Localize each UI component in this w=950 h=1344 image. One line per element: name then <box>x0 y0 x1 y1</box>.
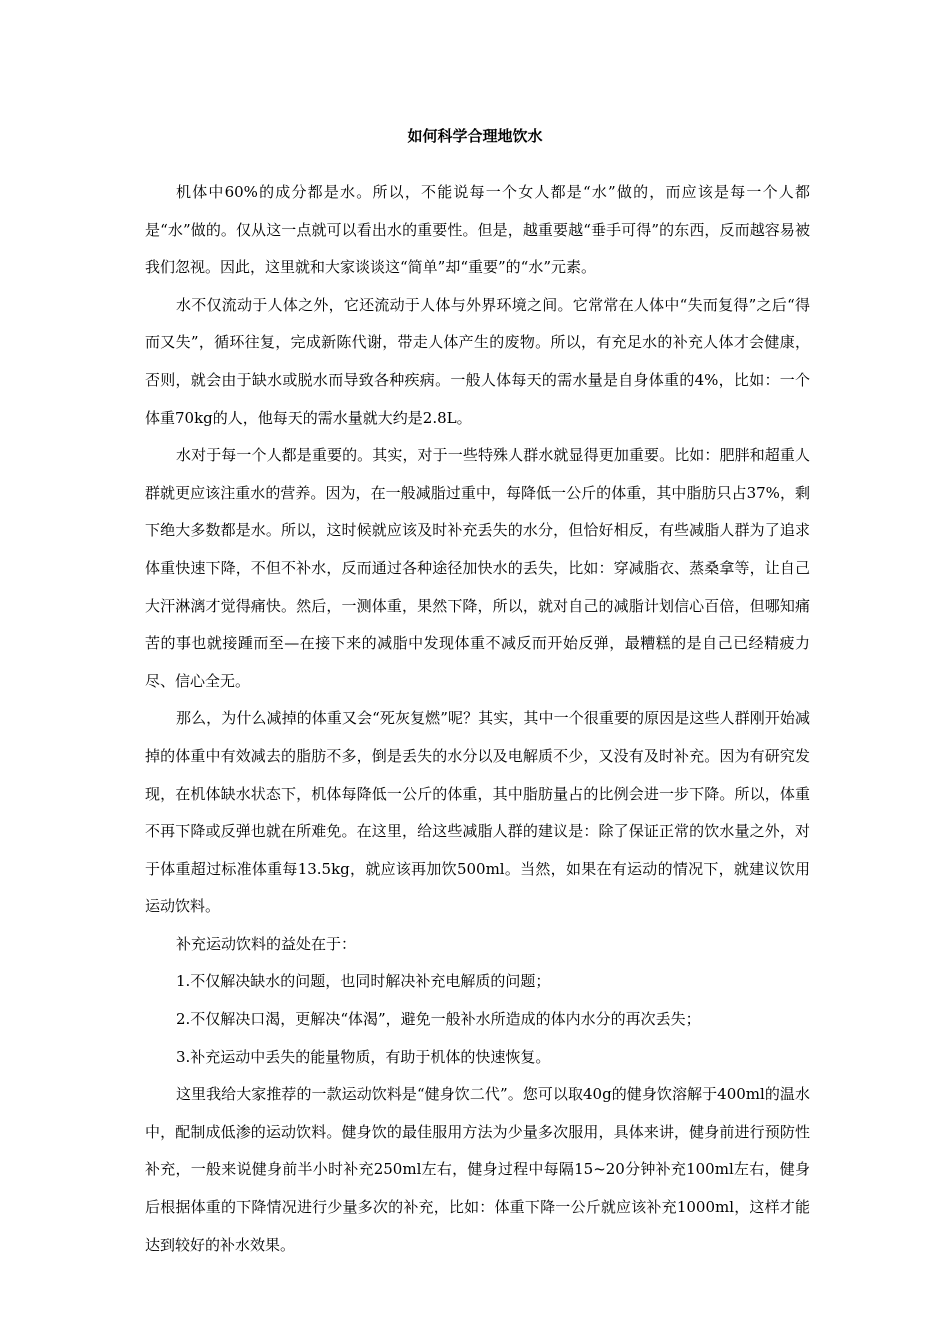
paragraph: 补充运动饮料的益处在于： <box>176 934 357 953</box>
list-item: 3.补充运动中丢失的能量物质，有助于机体的快速恢复。 <box>176 1047 551 1066</box>
paragraph: 机体中60%的成分都是水。所以，不能说每一个女人都是“水”做的，而应该是每一个人都是“水”做的。仅从这一点就可以看出水的重要性。但是，越重要越“垂手可得”的东西，反而越容易被我们忽视。因此，这里就和大家谈谈这“简单”却“重要”的“水”元素。 <box>145 183 810 277</box>
list-item: 1.不仅解决缺水的问题，也同时解决补充电解质的问题； <box>176 972 551 991</box>
paragraph: 水不仅流动于人体之外，它还流动于人体与外界环境之间。它常常在人体中“失而复得”之后“得而又失”，循环往复，完成新陈代谢，带走人体产生的废物。所以，有充足水的补充人体才会健康，否则，就会由于缺水或脱水而导致各种疾病。一般人体每天的需水量是自身体重的4%，比如：一个体重70kg的人，他每天的需水量就大约是2.8L。 <box>145 295 810 427</box>
document-body <box>145 174 810 1264</box>
paragraph: 这里我给大家推荐的一款运动饮料是“健身饮二代”。您可以取40g的健身饮溶解于400ml的温水中，配制成低渗的运动饮料。健身饮的最佳服用方法为少量多次服用，具体来讲，健身前进行预防性补充，一般来说健身前半小时补充250ml左右，健身过程中每隔15~20分钟补充100ml左右，健身后根据体重的下降情况进行少量多次的补充，比如：体重下降一公斤就应该补充1000ml，这样才能达到较好的补水效果。 <box>145 1085 810 1254</box>
document-title: 如何科学合理地饮水 <box>407 127 543 145</box>
list-item: 2.不仅解决口渴，更解决“体渴”，避免一般补水所造成的体内水分的再次丢失； <box>176 1010 701 1029</box>
paragraph: 水对于每一个人都是重要的。其实，对于一些特殊人群水就显得更加重要。比如：肥胖和超重人群就更应该注重水的营养。因为，在一般减脂过重中，每降低一公斤的体重，其中脂肪只占37%，剩下绝大多数都是水。所以，这时候就应该及时补充丢失的水分，但恰好相反，有些减脂人群为了追求体重快速下降，不但不补水，反而通过各种途径加快水的丢失，比如：穿减脂衣、蒸桑拿等，让自己大汗淋漓才觉得痛快。然后，一测体重，果然下降，所以，就对自己的减脂计划信心百倍，但哪知痛苦的事也就接踵而至—在接下来的减脂中发现体重不减反而开始反弹，最糟糕的是自己已经精疲力尽、信心全无。 <box>145 446 810 690</box>
paragraph: 那么，为什么减掉的体重又会“死灰复燃”呢？其实，其中一个很重要的原因是这些人群刚开始减掉的体重中有效减去的脂肪不多，倒是丢失的水分以及电解质不少，又没有及时补充。因为有研究发现，在机体缺水状态下，机体每降低一公斤的体重，其中脂肪量占的比例会进一步下降。所以，体重不再下降或反弹也就在所难免。在这里，给这些减脂人群的建议是：除了保证正常的饮水量之外，对于体重超过标准体重每13.5kg，就应该再加饮500ml。当然，如果在有运动的情况下，就建议饮用运动饮料。 <box>145 709 810 916</box>
